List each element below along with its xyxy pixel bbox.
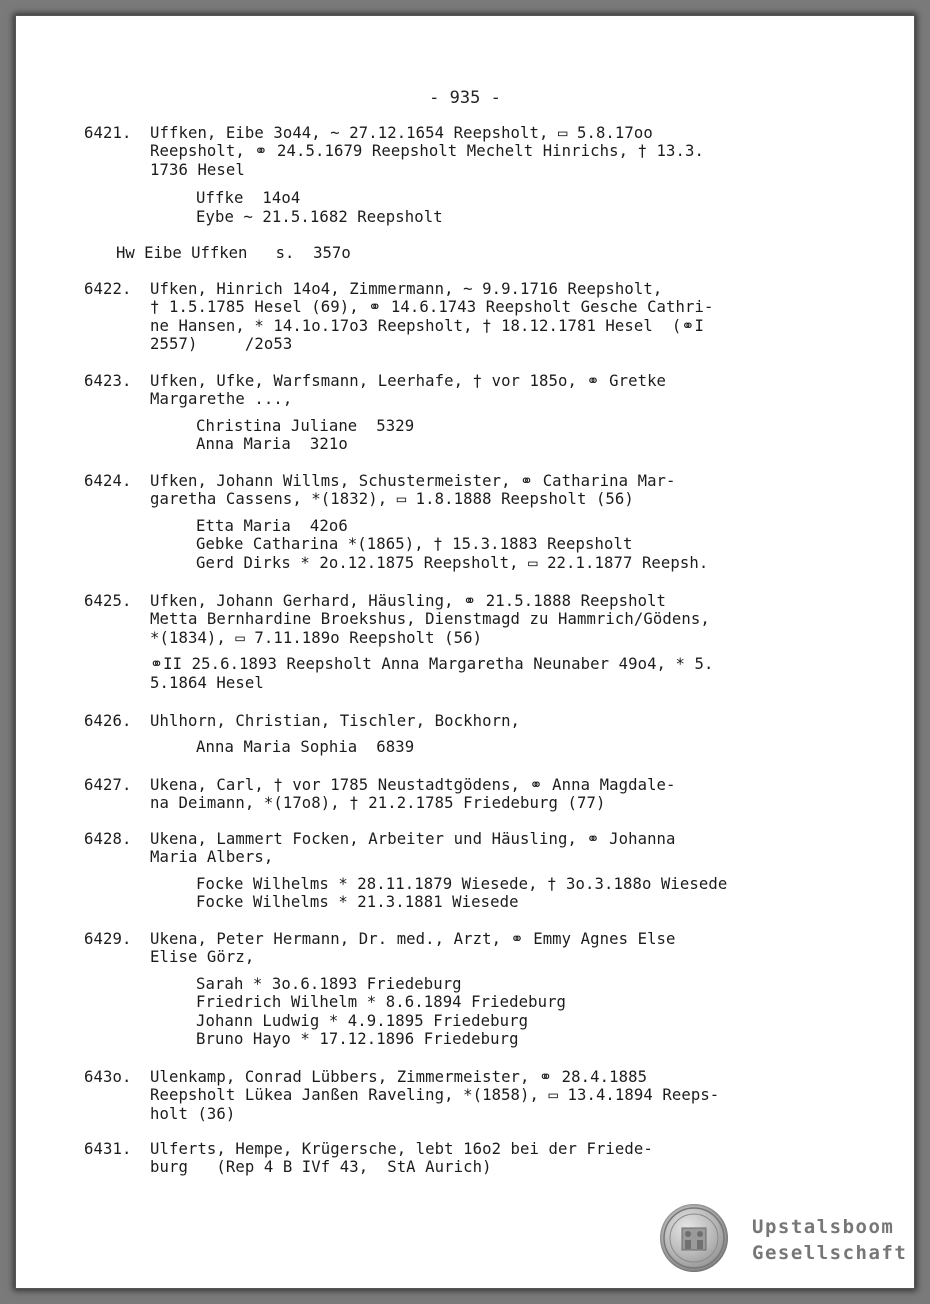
entry-line: Reepsholt, ⚭ 24.5.1679 Reepsholt Mechelt Hinrichs, † 13.3. (150, 142, 704, 161)
entry-line: holt (36) (150, 1104, 236, 1123)
entry-line: Maria Albers, (150, 848, 274, 867)
entry-line: ne Hansen, * 14.1o.17o3 Reepsholt, † 18.12.1781 Hesel (⚭I (150, 316, 704, 335)
entry-line: Reepsholt Lükea Janßen Raveling, *(1858), ▭ 13.4.1894 Reeps- (150, 1086, 720, 1105)
entry-line: Ufken, Hinrich 14o4, Zimmermann, ~ 9.9.1716 Reepsholt, (150, 280, 663, 298)
child-line: Christina Juliane 5329 (196, 416, 415, 435)
entry-line: Margarethe ..., (150, 390, 293, 409)
entry-6427 (84, 776, 824, 813)
child-line: Focke Wilhelms * 28.11.1879 Wiesede, † 3o.3.188o Wiesede (196, 874, 728, 893)
entry-line: Metta Bernhardine Broekshus, Dienstmagd zu Hammrich/Gödens, (150, 610, 710, 629)
page-number: - 935 - (429, 88, 501, 108)
child-line: Sarah * 3o.6.1893 Friedeburg (196, 974, 462, 993)
entry-6425 (84, 592, 824, 692)
entry-line: 5.1864 Hesel (150, 673, 264, 692)
entry-number: 6427. (84, 776, 132, 794)
entry-6431 (84, 1140, 824, 1177)
entry-line: Ukena, Peter Hermann, Dr. med., Arzt, ⚭ Emmy Agnes Else (150, 930, 676, 948)
child-line: Gerd Dirks * 2o.12.1875 Reepsholt, ▭ 22.1.1877 Reepsh. (196, 553, 709, 572)
entry-number: 6422. (84, 280, 132, 298)
entry-6421 (84, 124, 824, 226)
entry-line: na Deimann, *(17o8), † 21.2.1785 Friedeburg (77) (150, 794, 606, 813)
entry-6426 (84, 712, 824, 757)
entry-line: *(1834), ▭ 7.11.189o Reepsholt (56) (150, 628, 483, 647)
entry-line: 2557) /2o53 (150, 335, 293, 354)
entry-line: 1736 Hesel (150, 160, 245, 179)
child-line: Johann Ludwig * 4.9.1895 Friedeburg (196, 1011, 529, 1030)
logo-text-line1: Upstalsboom (752, 1216, 895, 1238)
entry-number: 6428. (84, 830, 132, 848)
entry-line: Ulferts, Hempe, Krügersche, lebt 16o2 bei der Friede- (150, 1140, 653, 1158)
child-line: Gebke Catharina *(1865), † 15.3.1883 Reepsholt (196, 535, 633, 554)
entry-line: ⚭II 25.6.1893 Reepsholt Anna Margaretha Neunaber 49o4, * 5. (150, 655, 714, 674)
entry-line: Ulenkamp, Conrad Lübbers, Zimmermeister, ⚭ 28.4.1885 (150, 1068, 648, 1086)
entry-number: 6431. (84, 1140, 132, 1158)
entry-line: Ufken, Ufke, Warfsmann, Leerhafe, † vor 185o, ⚭ Gretke (150, 372, 667, 390)
child-line: Anna Maria 321o (196, 435, 348, 454)
entry-number: 6425. (84, 592, 132, 610)
entry-line: † 1.5.1785 Hesel (69), ⚭ 14.6.1743 Reepsholt Gesche Cathri- (150, 298, 714, 317)
entry-line: Ukena, Carl, † vor 1785 Neustadtgödens, ⚭ Anna Magdale- (150, 776, 676, 794)
hw-note: Hw Eibe Uffken s. 357o (116, 244, 351, 262)
child-line: Focke Wilhelms * 21.3.1881 Wiesede (196, 893, 519, 912)
child-line: Eybe ~ 21.5.1682 Reepsholt (196, 207, 443, 226)
entry-6424 (84, 472, 824, 572)
child-line: Etta Maria 42o6 (196, 516, 348, 535)
entry-line: garetha Cassens, *(1832), ▭ 1.8.1888 Reepsholt (56) (150, 490, 634, 509)
entry-line: Ufken, Johann Willms, Schustermeister, ⚭ Catharina Mar- (150, 472, 676, 490)
entry-line: burg (Rep 4 B IVf 43, StA Aurich) (150, 1158, 492, 1177)
entry-line: Uhlhorn, Christian, Tischler, Bockhorn, (150, 712, 521, 730)
entry-6429 (84, 930, 824, 1048)
entry-number: 6429. (84, 930, 132, 948)
entry-number: 6424. (84, 472, 132, 490)
child-line: Bruno Hayo * 17.12.1896 Friedeburg (196, 1030, 519, 1049)
entry-line: Uffken, Eibe 3o44, ~ 27.12.1654 Reepsholt, ▭ 5.8.17oo (150, 124, 653, 142)
entry-6430 (84, 1068, 824, 1123)
entry-number: 6421. (84, 124, 132, 142)
seal-icon (660, 1204, 728, 1272)
entry-line: Ufken, Johann Gerhard, Häusling, ⚭ 21.5.1888 Reepsholt (150, 592, 667, 610)
entry-number: 643o. (84, 1068, 132, 1086)
logo-text-line2: Gesellschaft (752, 1242, 908, 1264)
entry-number: 6426. (84, 712, 132, 730)
entry-6428 (84, 830, 824, 912)
entry-6422 (84, 280, 824, 354)
entry-line: Ukena, Lammert Focken, Arbeiter und Häusling, ⚭ Johanna (150, 830, 676, 848)
child-line: Friedrich Wilhelm * 8.6.1894 Friedeburg (196, 993, 567, 1012)
child-line: Anna Maria Sophia 6839 (196, 738, 415, 757)
upstalsboom-logo (660, 1204, 908, 1274)
entry-6423 (84, 372, 824, 454)
entry-number: 6423. (84, 372, 132, 390)
entry-line: Elise Görz, (150, 948, 255, 967)
child-line: Uffke 14o4 (196, 189, 301, 208)
